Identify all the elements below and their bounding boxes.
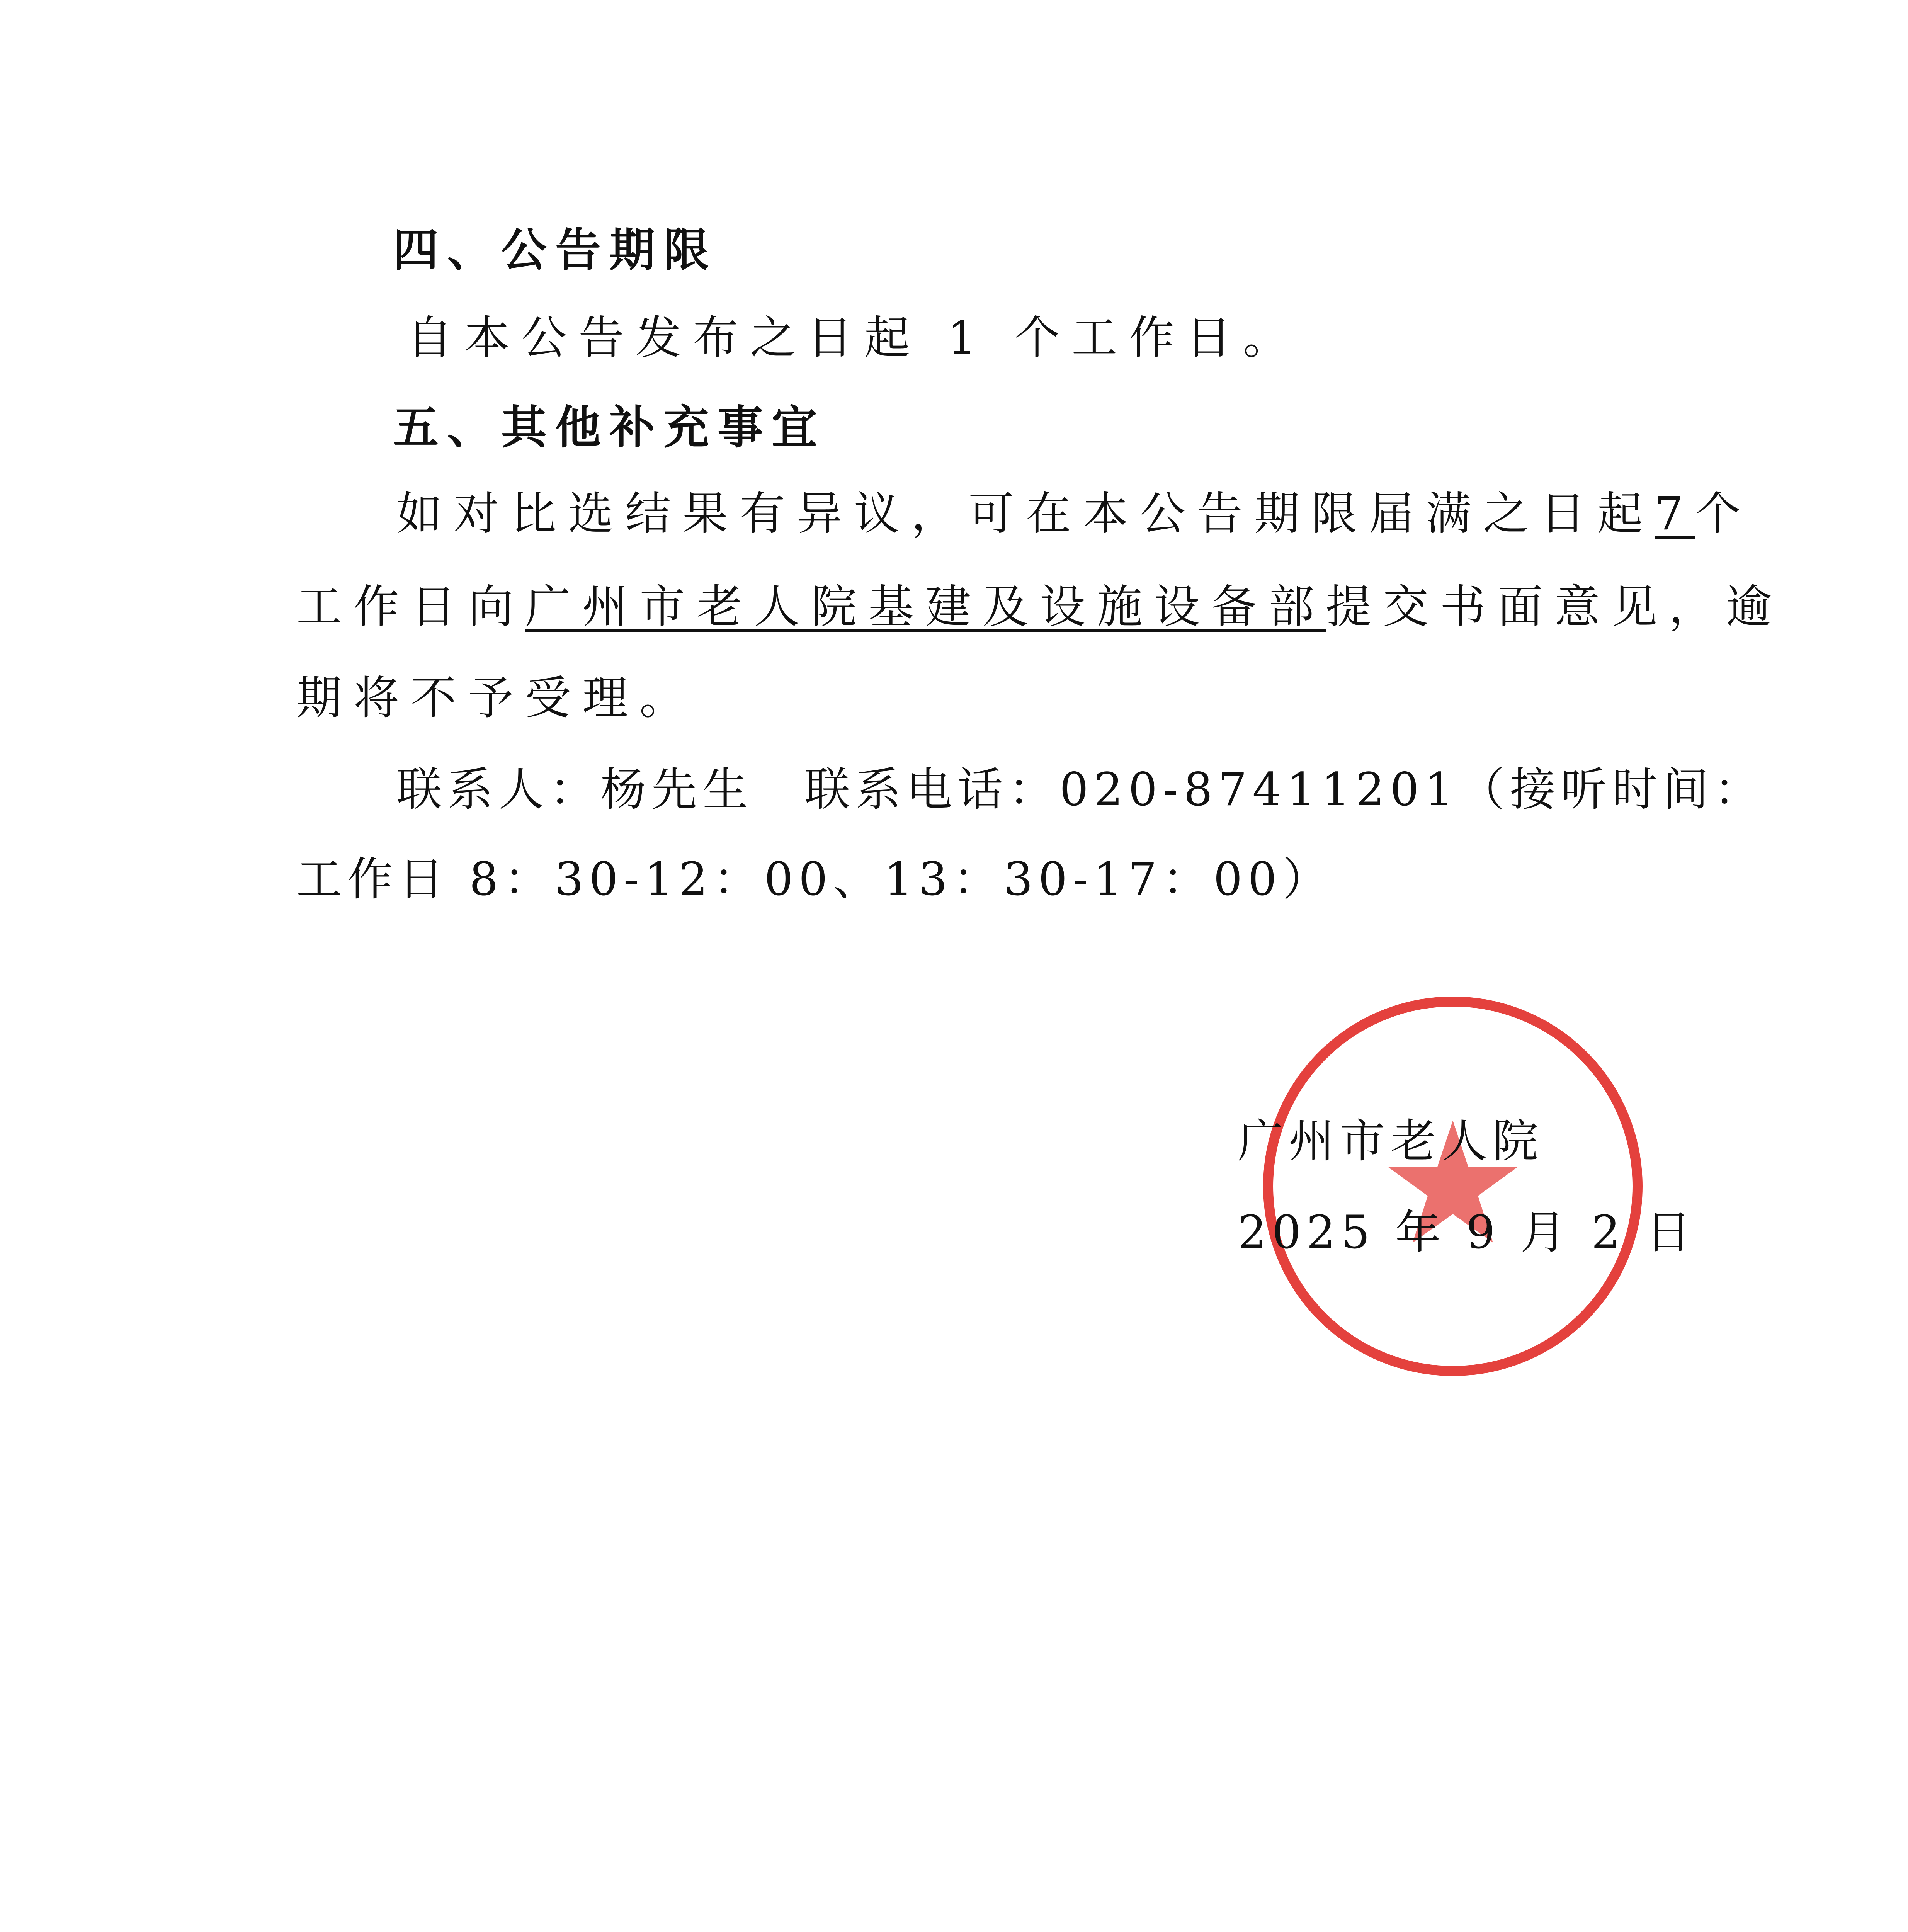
official-seal [1256, 989, 1650, 1383]
signature-date: 2025 年 9 月 2 日 [1238, 1206, 1697, 1259]
signature-organization: 广州市老人院 [1238, 1114, 1544, 1168]
objection-text: 提交书面意见，逾 [1326, 580, 1784, 633]
section-4-body: 自本公告发布之日起 1 个工作日。 [407, 311, 1301, 364]
department-name: 广州市老人院基建及设施设备部 [525, 580, 1326, 633]
objection-text: 个 [1695, 487, 1753, 540]
section-5-heading: 五、其他补充事宜 [393, 401, 826, 454]
contact-line-2: 工作日 8：30-12：00、13：30-17：00） [296, 852, 1333, 906]
objection-paragraph-line-3: 期将不予受理。 [296, 671, 697, 724]
objection-paragraph-line-2 [296, 580, 1783, 634]
objection-days: 7 [1655, 487, 1695, 540]
section-4-heading: 四、公告期限 [393, 223, 718, 277]
contact-line-1: 联系人：杨先生 联系电话：020-87411201（接听时间： [396, 763, 1765, 816]
objection-text: 工作日向 [296, 580, 525, 633]
objection-paragraph-line-1 [396, 486, 1752, 541]
objection-text: 如对比选结果有异议，可在本公告期限届满之日起 [396, 487, 1655, 540]
